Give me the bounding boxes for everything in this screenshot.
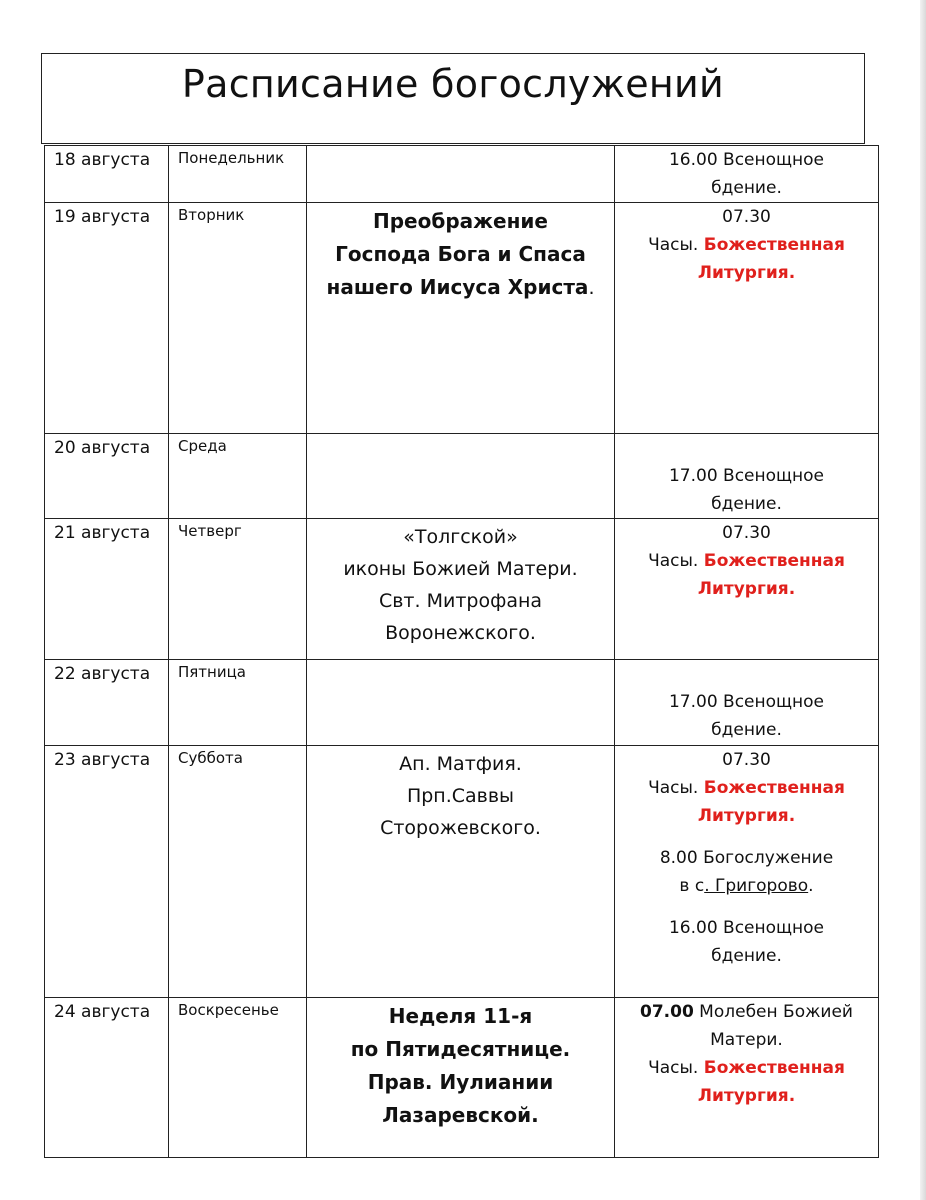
service-text: . bbox=[808, 876, 814, 896]
service-line bbox=[615, 203, 878, 231]
service-cell bbox=[615, 203, 879, 434]
weekday-cell: Четверг bbox=[169, 519, 307, 660]
schedule-row bbox=[45, 146, 879, 203]
schedule-row bbox=[45, 660, 879, 746]
feast-line: Преображение bbox=[373, 209, 548, 233]
service-line bbox=[615, 844, 878, 872]
service-line bbox=[615, 1054, 878, 1082]
feast-line: Свт. Митрофана bbox=[378, 590, 543, 612]
service-line bbox=[615, 575, 878, 603]
schedule-row bbox=[45, 519, 879, 660]
service-highlight: Литургия. bbox=[697, 1086, 796, 1106]
service-line bbox=[615, 259, 878, 287]
feast-cell bbox=[307, 519, 615, 660]
service-line bbox=[615, 231, 878, 259]
weekday-cell: Суббота bbox=[169, 746, 307, 998]
service-line bbox=[615, 146, 878, 174]
title-box bbox=[41, 53, 865, 144]
service-line bbox=[615, 174, 878, 202]
service-text: 8.00 Богослужение bbox=[659, 848, 834, 868]
date-cell: 19 августа bbox=[45, 203, 169, 434]
service-highlight: Божественная bbox=[703, 778, 845, 798]
feast-line: Ап. Матфия. bbox=[399, 753, 522, 775]
service-cell bbox=[615, 519, 879, 660]
feast-line: Воронежского. bbox=[385, 622, 536, 644]
service-text: Часы. bbox=[648, 1058, 704, 1078]
feast-line: нашего Иисуса Христа bbox=[326, 275, 589, 299]
feast-line: Лазаревской. bbox=[382, 1103, 539, 1127]
feast-line: Сторожевского. bbox=[380, 817, 541, 839]
service-line bbox=[615, 490, 878, 518]
service-text: 07.30 bbox=[722, 750, 771, 770]
service-gap bbox=[615, 830, 878, 844]
service-cell bbox=[615, 660, 879, 746]
service-line bbox=[615, 872, 878, 900]
service-text: бдение. bbox=[711, 178, 782, 198]
schedule-row bbox=[45, 434, 879, 519]
service-text: бдение. bbox=[711, 494, 782, 514]
service-text: 17.00 Всенощное bbox=[668, 692, 825, 712]
service-highlight: Литургия. bbox=[697, 579, 796, 599]
service-text: 17.00 Всенощное bbox=[668, 466, 825, 486]
date-cell: 23 августа bbox=[45, 746, 169, 998]
service-highlight: Божественная bbox=[703, 235, 845, 255]
feast-line: Неделя 11-я bbox=[388, 1004, 533, 1028]
weekday-cell: Воскресенье bbox=[169, 998, 307, 1158]
weekday-cell: Понедельник bbox=[169, 146, 307, 203]
service-line bbox=[615, 774, 878, 802]
feast-line: Господа Бога и Спаса bbox=[335, 242, 586, 266]
service-text: в с bbox=[679, 876, 705, 896]
service-line bbox=[615, 802, 878, 830]
service-line bbox=[615, 942, 878, 970]
feast-cell bbox=[307, 434, 615, 519]
service-line bbox=[615, 746, 878, 774]
service-highlight: Божественная bbox=[703, 551, 845, 571]
service-text: Молебен Божией bbox=[693, 1002, 853, 1022]
service-highlight: Литургия. bbox=[697, 806, 796, 826]
schedule-row bbox=[45, 998, 879, 1158]
service-gap bbox=[615, 900, 878, 914]
service-line bbox=[615, 716, 878, 744]
schedule-row bbox=[45, 203, 879, 434]
page-title: Расписание богослужений bbox=[181, 62, 725, 106]
service-line bbox=[615, 998, 878, 1026]
feast-line: иконы Божией Матери. bbox=[343, 558, 578, 580]
service-text: 07.30 bbox=[722, 207, 771, 227]
date-cell: 21 августа bbox=[45, 519, 169, 660]
schedule-row bbox=[45, 746, 879, 998]
service-cell bbox=[615, 434, 879, 519]
service-text: бдение. bbox=[711, 946, 782, 966]
service-text: Матери. bbox=[710, 1030, 783, 1050]
service-text: Часы. bbox=[648, 551, 704, 571]
service-text: 07.30 bbox=[722, 523, 771, 543]
feast-cell bbox=[307, 146, 615, 203]
feast-line: по Пятидесятнице. bbox=[350, 1037, 571, 1061]
service-line bbox=[615, 462, 878, 490]
service-highlight: Литургия. bbox=[697, 263, 796, 283]
date-cell: 18 августа bbox=[45, 146, 169, 203]
service-highlight: Божественная bbox=[703, 1058, 845, 1078]
service-text: бдение. bbox=[711, 720, 782, 740]
weekday-cell: Вторник bbox=[169, 203, 307, 434]
service-text: 16.00 Всенощное bbox=[668, 150, 825, 170]
service-text: Часы. bbox=[648, 235, 704, 255]
service-line bbox=[615, 688, 878, 716]
service-text: Часы. bbox=[648, 778, 704, 798]
service-cell bbox=[615, 746, 879, 998]
feast-line: «Толгской» bbox=[403, 526, 518, 548]
service-line bbox=[615, 1026, 878, 1054]
service-line bbox=[615, 914, 878, 942]
service-cell bbox=[615, 146, 879, 203]
feast-cell bbox=[307, 998, 615, 1158]
date-cell: 20 августа bbox=[45, 434, 169, 519]
service-line bbox=[615, 519, 878, 547]
service-text: . Григорово bbox=[704, 876, 809, 896]
service-text: 07.00 bbox=[640, 1002, 694, 1022]
weekday-cell: Среда bbox=[169, 434, 307, 519]
date-cell: 22 августа bbox=[45, 660, 169, 746]
feast-line-tail: . bbox=[588, 277, 595, 299]
service-cell bbox=[615, 998, 879, 1158]
service-line bbox=[615, 1082, 878, 1110]
service-text: 16.00 Всенощное bbox=[668, 918, 825, 938]
feast-cell bbox=[307, 203, 615, 434]
page-edge bbox=[920, 0, 926, 1200]
feast-line: Прп.Саввы bbox=[406, 785, 515, 807]
date-cell: 24 августа bbox=[45, 998, 169, 1158]
schedule-table bbox=[44, 145, 879, 1158]
feast-line: Прав. Иулиании bbox=[367, 1070, 554, 1094]
feast-cell bbox=[307, 660, 615, 746]
feast-cell bbox=[307, 746, 615, 998]
service-line bbox=[615, 547, 878, 575]
weekday-cell: Пятница bbox=[169, 660, 307, 746]
